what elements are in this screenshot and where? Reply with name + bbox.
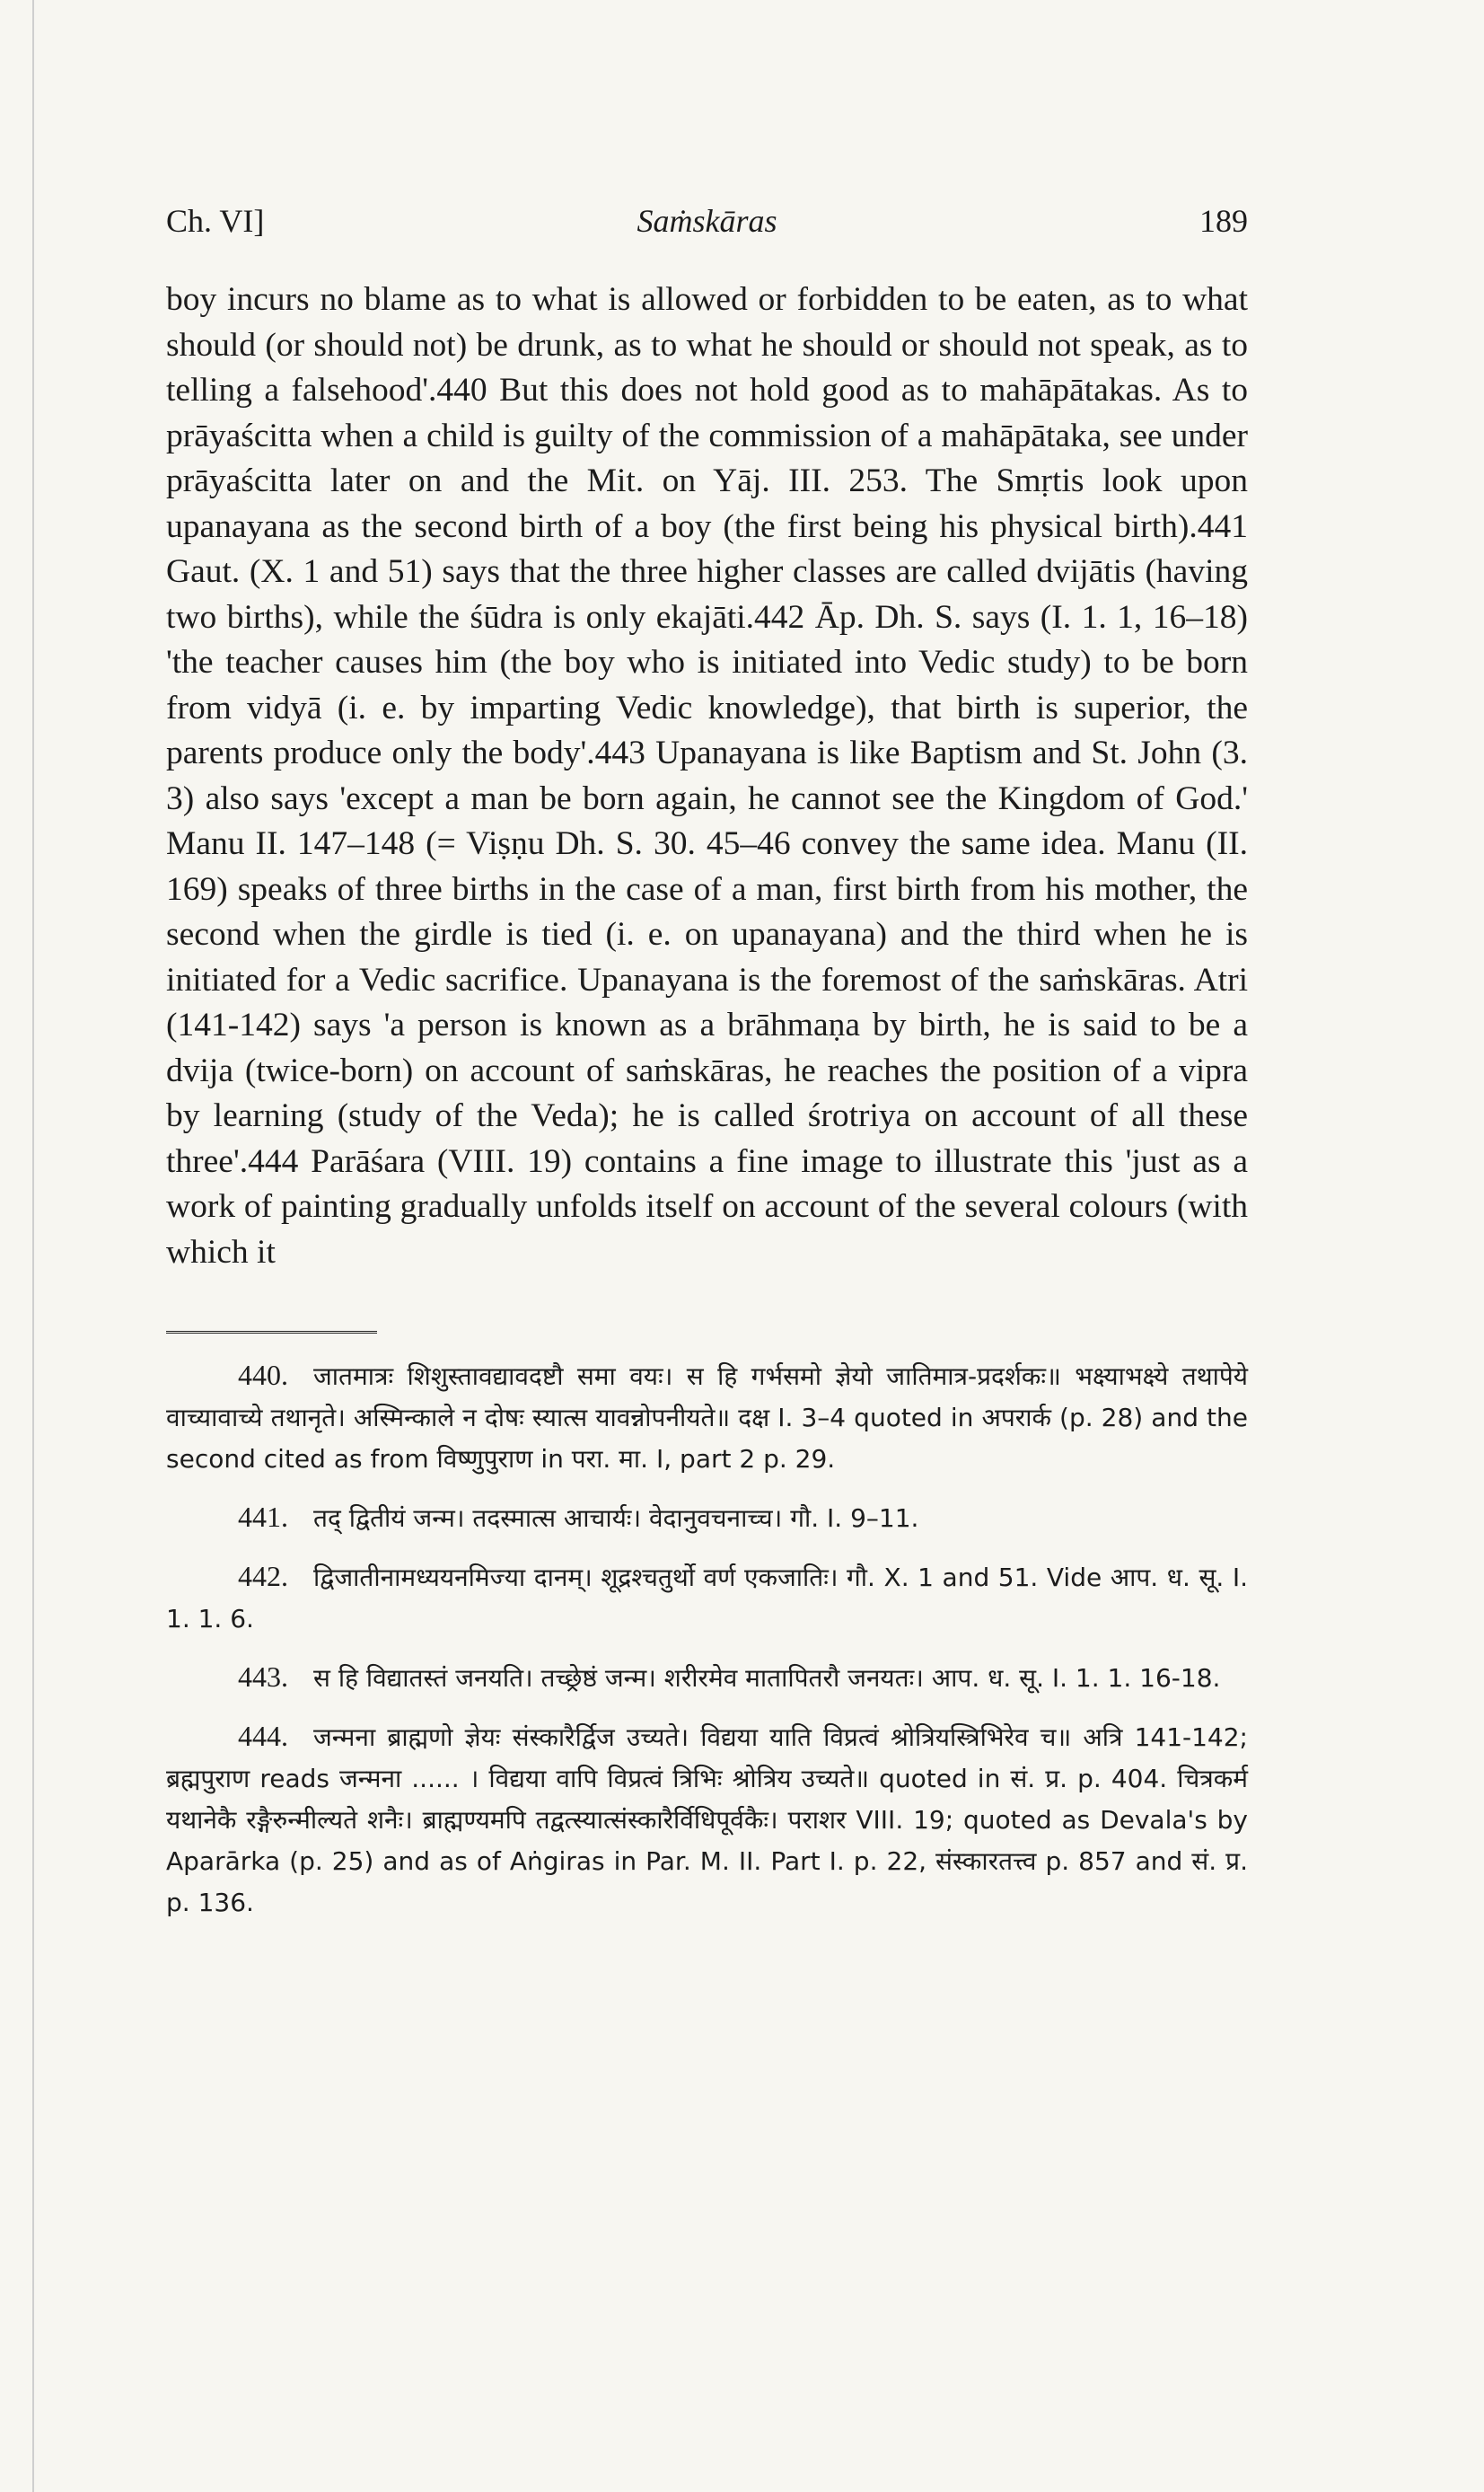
footnote-number: 443. <box>238 1660 288 1693</box>
running-header <box>166 202 1248 267</box>
footnote-444 <box>166 1716 1248 1923</box>
running-title: Saṁskāras <box>637 203 777 239</box>
footnote-text: तद् द्वितीयं जन्म। तदस्मात्स आचार्यः। वेदानुवचनाच्च। गौ. I. 9–11. <box>313 1503 919 1533</box>
chapter-label: Ch. VI] <box>166 203 265 239</box>
footnote-text: स हि विद्यातस्तं जनयति। तच्छ्रेष्ठं जन्म। शरीरमेव मातापितरौ जनयतः। आप. ध. सू. I. 1. 1. 16-18. <box>313 1663 1221 1693</box>
main-text <box>166 277 1248 1275</box>
book-page <box>166 202 1248 1941</box>
footnote-443 <box>166 1657 1248 1698</box>
footnote-number: 440. <box>238 1359 288 1391</box>
footnote-text: जातमात्रः शिशुस्तावद्यावदष्टौ समा वयः। स हि गर्भसमो ज्ञेयो जातिमात्र-प्रदर्शकः॥ भक्ष्याभक्ष्ये तथापेये वाच्यावाच्ये तथानृते। अस्मिन्काले न दोषः स्यात्स यावन्नोपनीयते॥ दक्ष I. 3–4 quoted in अपरार्क (p. 28) and the second cited as from विष्णुपुराण in परा. मा. I, part 2 p. 29. <box>166 1361 1248 1474</box>
footnote-text: जन्मना ब्राह्मणो ज्ञेयः संस्कारैर्द्विज उच्यते। विद्यया याति विप्रत्वं श्रोत्रियस्त्रिभिरेव च॥ अत्रि 141-142; ब्रह्मपुराण reads जन्मना ...... । विद्यया वापि विप्रत्वं त्रिभिः श्रोत्रिय उच्यते॥ quoted in सं. प्र. p. 404. चित्रकर्म यथानेकै रङ्गैरुन्मील्यते शनैः। ब्राह्मण्यमपि तद्वत्स्यात्संस्कारैर्विधिपूर्वकैः। पराशर VIII. 19; quoted as Devala's by Aparārka (p. 25) and as of Aṅgiras in Par. M. II. Part I. p. 22, संस्कारतत्त्व p. 857 and सं. प्र. p. 136. <box>166 1722 1248 1917</box>
footnote-separator <box>166 1331 377 1335</box>
scan-margin-line <box>32 0 34 2492</box>
page-number: 189 <box>1199 203 1248 239</box>
footnote-441 <box>166 1497 1248 1538</box>
footnote-440 <box>166 1355 1248 1479</box>
footnote-442 <box>166 1556 1248 1639</box>
footnote-number: 442. <box>238 1560 288 1592</box>
footnote-text: द्विजातीनामध्ययनमिज्या दानम्। शूद्रश्चतुर्थो वर्ण एकजातिः। गौ. X. 1 and 51. Vide आप. ध. सू. I. 1. 1. 6. <box>166 1563 1248 1633</box>
footnote-number: 441. <box>238 1501 288 1533</box>
footnotes <box>166 1355 1248 1923</box>
footnote-number: 444. <box>238 1720 288 1752</box>
body-paragraph: boy incurs no blame as to what is allowed or forbidden to be eaten, as to what should (or should not) be drunk, as to what he should or should not speak, as to telling a falsehood'.440 But this does not hold good as to mahāpātakas. As to prāyaścitta when a child is guilty of the commission of a mahāpātaka, see under prāyaścitta later on and the Mit. on Yāj. III. 253. The Smṛtis look upon upanayana as the second birth of a boy (the first being his physical birth).441 Gaut. (X. 1 and 51) says that the three higher classes are called dvijātis (having two births), while the śūdra is only ekajāti.442 Āp. Dh. S. says (I. 1. 1, 16–18) 'the teacher causes him (the boy who is initiated into Vedic study) to be born from vidyā (i. e. by imparting Vedic knowledge), that birth is superior, the parents produce only the body'.443 Upanayana is like Baptism and St. John (3. 3) also says 'except a man be born again, he cannot see the Kingdom of God.' Manu II. 147–148 (= Viṣṇu Dh. S. 30. 45–46 convey the same idea. Manu (II. 169) speaks of three births in the case of a man, first birth from his mother, the second when the girdle is tied (i. e. on upanayana) and the third when he is initiated for a Vedic sacrifice. Upanayana is the foremost of the saṁskāras. Atri (141-142) says 'a person is known as a brāhmaṇa by birth, he is said to be a dvija (twice-born) on account of saṁskāras, he reaches the position of a vipra by learning (study of the Veda); he is called śrotriya on account of all these three'.444 Parāśara (VIII. 19) contains a fine image to illustrate this 'just as a work of painting gradually unfolds itself on account of the several colours (with which it <box>166 281 1248 1271</box>
